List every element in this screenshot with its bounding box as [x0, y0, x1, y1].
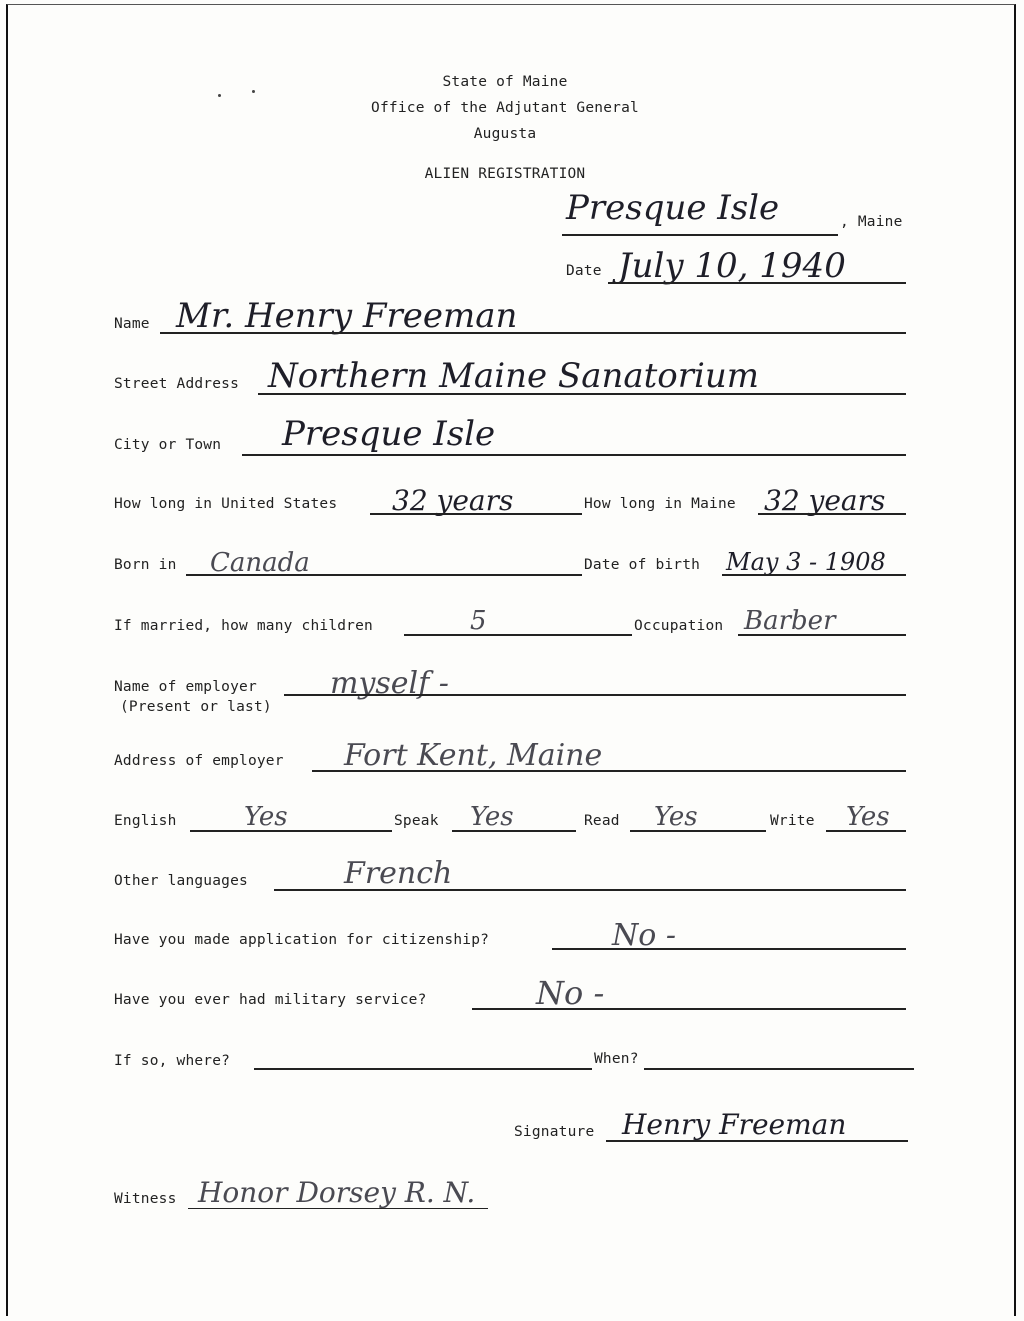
signature-line [606, 1140, 908, 1142]
street-label: Street Address [114, 376, 240, 392]
write-line [826, 830, 906, 832]
english-label: English [114, 813, 177, 829]
ink-speck [218, 94, 221, 97]
how-long-maine-value: 32 years [764, 484, 886, 517]
how-long-us-value: 32 years [392, 484, 514, 517]
city-value: Presque Isle [282, 414, 496, 454]
occupation-line [738, 634, 906, 636]
how-long-us-line [370, 513, 582, 515]
employer-label: Name of employer [114, 679, 257, 695]
write-value: Yes [846, 802, 890, 832]
name-line [160, 332, 906, 334]
children-line [404, 634, 632, 636]
street-line [258, 393, 906, 395]
signature-label: Signature [514, 1124, 595, 1140]
how-long-us-label: How long in United States [114, 496, 338, 512]
read-value: Yes [654, 802, 698, 832]
dob-value: May 3 - 1908 [726, 548, 886, 576]
date-label: Date [566, 263, 602, 279]
english-value: Yes [244, 802, 288, 832]
other-languages-line [274, 889, 906, 891]
how-long-maine-line [758, 513, 906, 515]
place-value: Presque Isle [566, 188, 780, 228]
occupation-label: Occupation [634, 618, 724, 634]
speak-label: Speak [394, 813, 439, 829]
ink-speck [252, 90, 255, 93]
city-label: City or Town [114, 437, 222, 453]
street-value: Northern Maine Sanatorium [268, 356, 760, 396]
witness-value: Honor Dorsey R. N. [198, 1176, 476, 1209]
occupation-value: Barber [744, 606, 836, 636]
military-line [472, 1008, 906, 1010]
place-suffix: , Maine [840, 214, 903, 230]
read-line [630, 830, 766, 832]
born-in-label: Born in [114, 557, 177, 573]
military-value: No - [536, 974, 605, 1012]
english-line [190, 830, 392, 832]
employer-address-value: Fort Kent, Maine [344, 738, 603, 773]
children-label: If married, how many children [114, 618, 373, 634]
name-value: Mr. Henry Freeman [176, 296, 518, 336]
employer-line [284, 694, 906, 696]
employer-value: myself - [330, 666, 449, 701]
employer-sublabel: (Present or last) [120, 699, 272, 715]
military-label: Have you ever had military service? [114, 992, 427, 1008]
header-state: State of Maine [442, 74, 568, 90]
citizenship-line [552, 948, 906, 950]
date-line [608, 282, 906, 284]
when-label: When? [594, 1051, 639, 1067]
citizenship-label: Have you made application for citizenship? [114, 932, 490, 948]
witness-line [188, 1208, 488, 1209]
header-city: Augusta [473, 126, 537, 142]
speak-line [452, 830, 576, 832]
speak-value: Yes [470, 802, 514, 832]
read-label: Read [584, 813, 620, 829]
place-line [562, 234, 838, 236]
other-languages-value: French [344, 856, 453, 891]
page-border [6, 4, 1016, 1316]
write-label: Write [770, 813, 815, 829]
signature-value: Henry Freeman [622, 1108, 847, 1141]
where-line [254, 1068, 592, 1070]
born-in-line [186, 574, 582, 576]
when-line [644, 1068, 914, 1070]
dob-label: Date of birth [584, 557, 701, 573]
employer-address-label: Address of employer [114, 753, 284, 769]
header-office: Office of the Adjutant General [371, 100, 639, 116]
dob-line [722, 574, 906, 576]
where-label: If so, where? [114, 1053, 231, 1069]
citizenship-value: No - [612, 918, 676, 953]
children-value: 5 [470, 606, 487, 636]
how-long-maine-label: How long in Maine [584, 496, 736, 512]
employer-address-line [312, 770, 906, 772]
city-line [242, 454, 906, 456]
date-value: July 10, 1940 [618, 246, 846, 286]
form-title: ALIEN REGISTRATION [424, 166, 586, 182]
name-label: Name [114, 316, 150, 332]
born-in-value: Canada [210, 548, 310, 578]
other-languages-label: Other languages [114, 873, 248, 889]
witness-label: Witness [114, 1191, 177, 1207]
